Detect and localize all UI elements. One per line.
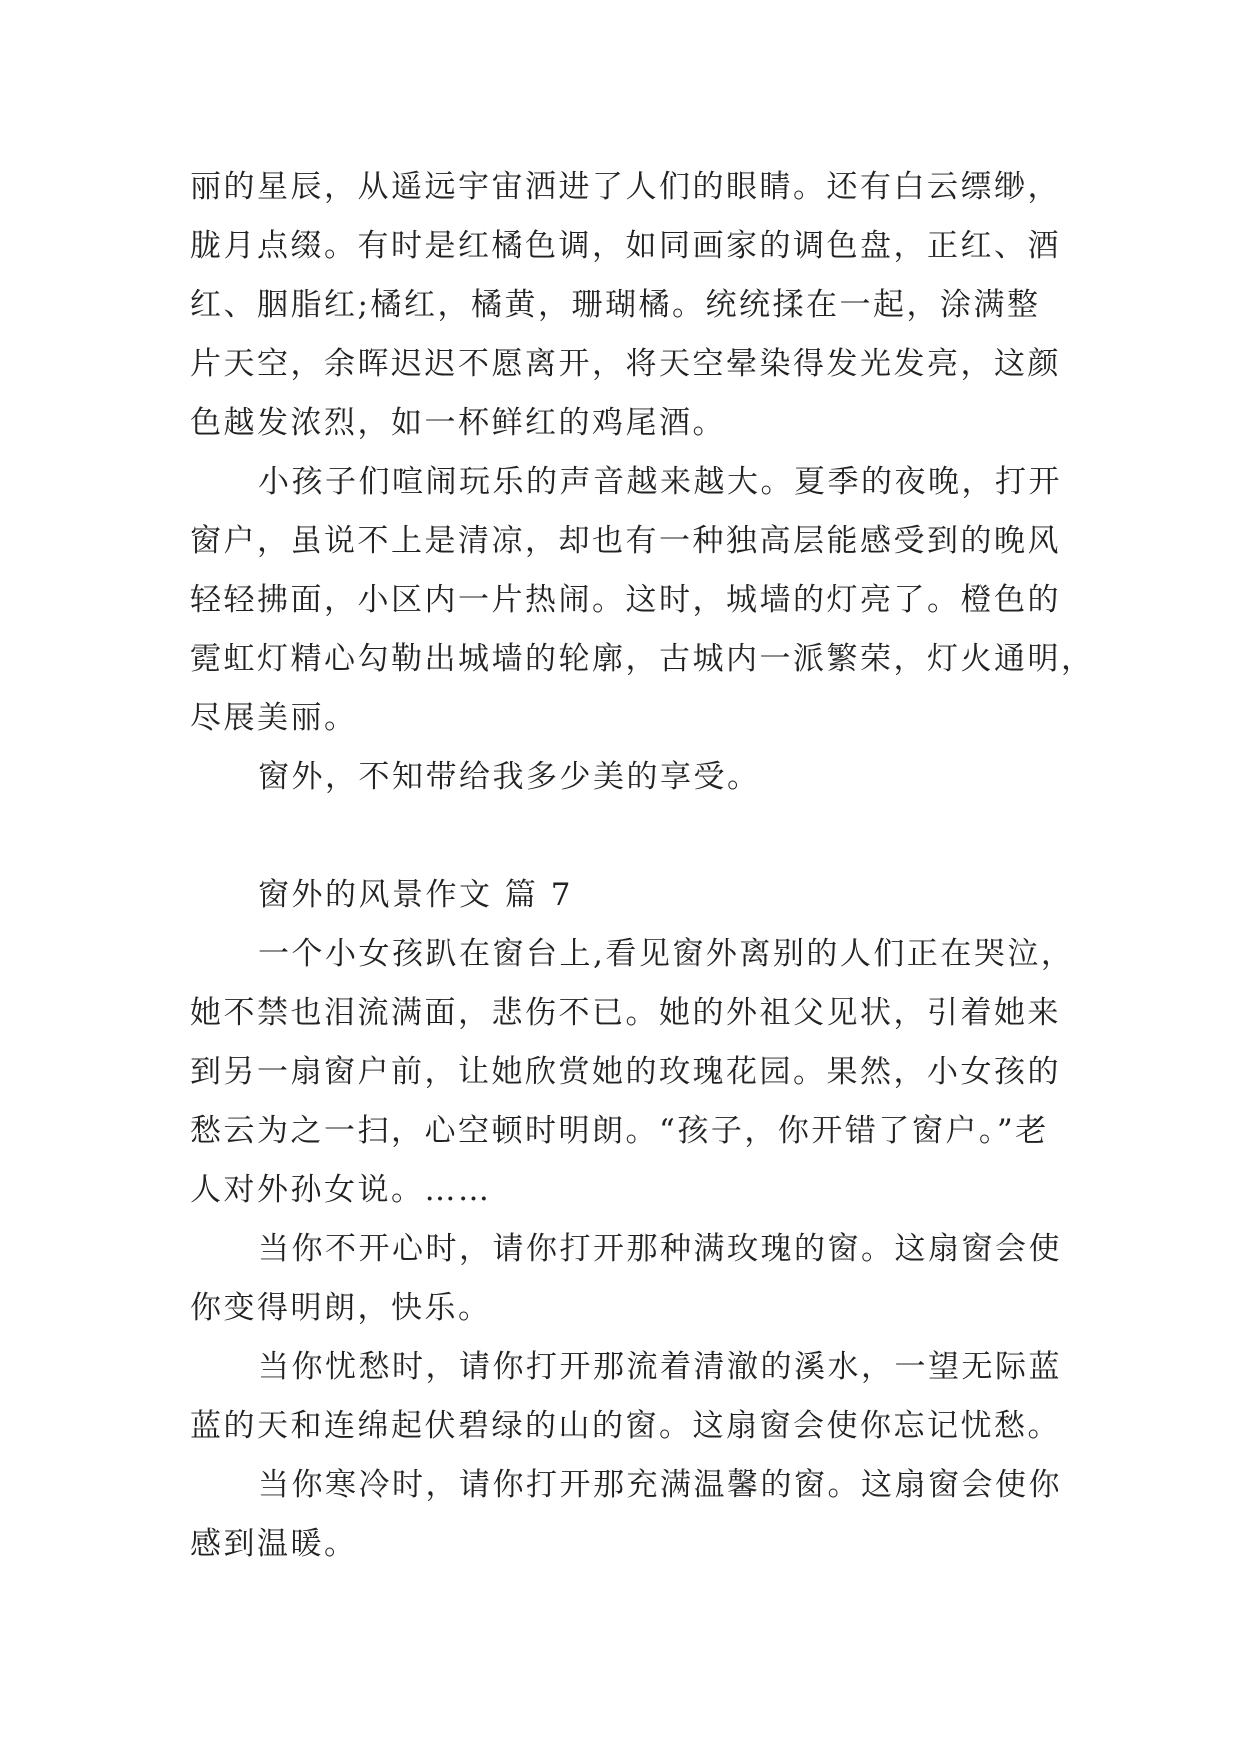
- text-line: 尽展美丽。: [190, 700, 358, 736]
- text-line: 窗外，不知带给我多少美的享受。: [258, 759, 761, 795]
- text-line: 丽的星辰，从遥远宇宙洒进了人们的眼睛。还有白云缥缈，: [190, 169, 1061, 205]
- text-line: 愁云为之一扫，心空顿时明朗。“孩子，你开错了窗户。”老: [190, 1113, 1049, 1149]
- text-line: 到另一扇窗户前，让她欣赏她的玫瑰花园。果然，小女孩的: [190, 1054, 1061, 1090]
- text-line: 当你寒冷时，请你打开那充满温馨的窗。这扇窗会使你: [258, 1467, 1062, 1503]
- text-line: 霓虹灯精心勾勒出城墙的轮廓，古城内一派繁荣，灯火通明，: [190, 641, 1095, 677]
- text-line: 她不禁也泪流满面，悲伤不已。她的外祖父见状，引着她来: [190, 995, 1061, 1031]
- section-heading: [190, 866, 1085, 925]
- text-line: 窗户，虽说不上是清凉，却也有一种独高层能感受到的晚风: [190, 523, 1061, 559]
- paragraph-sky-colors: [190, 158, 1085, 453]
- text-line: 人对外孙女说。……: [190, 1172, 492, 1208]
- paragraph-worried: [190, 1338, 1085, 1456]
- paragraph-cold: [190, 1456, 1085, 1574]
- heading-text: 窗外的风景作文 篇 7: [258, 877, 573, 913]
- paragraph-gap: [190, 807, 1085, 866]
- text-line: 感到温暖。: [190, 1526, 358, 1562]
- document-body: [190, 158, 1095, 1574]
- text-line: 红、胭脂红;橘红，橘黄，珊瑚橘。统统揉在一起，涂满整: [190, 287, 1041, 323]
- paragraph-little-girl: [190, 925, 1085, 1220]
- text-line: 轻轻拂面，小区内一片热闹。这时，城墙的灯亮了。橙色的: [190, 582, 1061, 618]
- paragraph-conclusion: [190, 748, 1085, 807]
- text-line: 片天空，余晖迟迟不愿离开，将天空晕染得发光发亮，这颜: [190, 346, 1061, 382]
- text-line: 小孩子们喧闹玩乐的声音越来越大。夏季的夜晚，打开: [258, 464, 1062, 500]
- paragraph-summer-night: [190, 453, 1095, 748]
- text-line: 胧月点缀。有时是红橘色调，如同画家的调色盘，正红、酒: [190, 228, 1061, 264]
- text-line: 你变得明朗，快乐。: [190, 1290, 492, 1326]
- text-line: 当你不开心时，请你打开那种满玫瑰的窗。这扇窗会使: [258, 1231, 1062, 1267]
- paragraph-unhappy: [190, 1220, 1085, 1338]
- text-line: 当你忧愁时，请你打开那流着清澈的溪水，一望无际蓝: [258, 1349, 1062, 1385]
- text-line: 一个小女孩趴在窗台上,看见窗外离别的人们正在哭泣，: [258, 936, 1075, 972]
- text-line: 蓝的天和连绵起伏碧绿的山的窗。这扇窗会使你忘记忧愁。: [190, 1408, 1061, 1444]
- text-line: 色越发浓烈，如一杯鲜红的鸡尾酒。: [190, 405, 726, 441]
